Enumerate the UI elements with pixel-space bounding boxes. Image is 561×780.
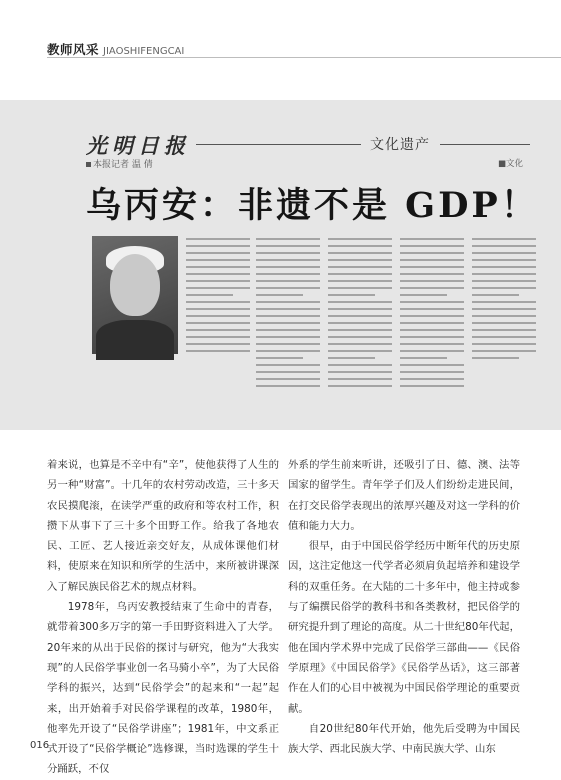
text-line [186, 315, 250, 317]
text-line [472, 252, 536, 254]
text-line [256, 252, 320, 254]
masthead-rule [196, 144, 361, 145]
text-line [400, 371, 464, 373]
text-line [328, 322, 392, 324]
text-line [400, 238, 464, 240]
section-pinyin: JIAOSHIFENGCAI [103, 46, 185, 57]
text-line [186, 294, 233, 296]
body-paragraph: 自20世纪80年代开始，他先后受聘为中国民族大学、西北民族大学、中南民族大学、山东 [288, 722, 520, 756]
text-line [328, 280, 392, 282]
text-line [328, 357, 375, 359]
column-rule [440, 144, 530, 145]
page-number: 016 [30, 740, 50, 751]
clipping-text-column [186, 238, 250, 358]
text-line [400, 259, 464, 261]
text-line [472, 294, 519, 296]
text-line [472, 329, 536, 331]
text-line [256, 364, 320, 366]
text-line [256, 308, 320, 310]
text-line [400, 280, 464, 282]
text-line [328, 259, 392, 261]
text-line [328, 329, 392, 331]
section-name: 教师风采 [47, 42, 100, 57]
text-line [328, 364, 392, 366]
text-line [400, 252, 464, 254]
text-line [472, 259, 536, 261]
text-line [472, 266, 536, 268]
category-tag: ■文化 [498, 159, 524, 169]
text-line [256, 266, 320, 268]
text-line [400, 364, 464, 366]
text-line [472, 336, 536, 338]
text-line [328, 287, 392, 289]
text-line [400, 336, 464, 338]
text-lines [400, 238, 464, 387]
text-line [472, 350, 536, 352]
portrait-body [96, 320, 174, 360]
text-line [328, 350, 392, 352]
clipping-text-column [472, 238, 536, 366]
text-line [472, 280, 536, 282]
text-line [186, 350, 250, 352]
text-line [256, 329, 320, 331]
text-lines [186, 238, 250, 352]
newspaper-clipping [0, 100, 561, 430]
text-line [186, 238, 250, 240]
text-line [256, 287, 320, 289]
text-line [328, 385, 392, 387]
byline-text: 本报记者 温 倩 [93, 160, 153, 170]
text-line [328, 371, 392, 373]
text-line [186, 308, 250, 310]
text-line [328, 336, 392, 338]
text-line [328, 343, 392, 345]
text-line [472, 273, 536, 275]
text-line [256, 357, 303, 359]
text-line [400, 294, 447, 296]
text-line [186, 280, 250, 282]
text-line [400, 266, 464, 268]
text-line [328, 301, 392, 303]
text-line [472, 245, 536, 247]
text-line [256, 245, 320, 247]
text-line [256, 371, 320, 373]
text-line [400, 357, 447, 359]
header-divider [47, 57, 561, 58]
clipping-text-column [256, 238, 320, 396]
section-title [47, 40, 184, 58]
newspaper-masthead: 光明日报 [86, 133, 190, 158]
article-headline: 乌丙安：非遗不是 GDP！ [86, 185, 539, 226]
text-line [472, 238, 536, 240]
text-line [400, 343, 464, 345]
text-line [256, 315, 320, 317]
text-line [256, 280, 320, 282]
text-line [186, 301, 250, 303]
text-line [400, 287, 464, 289]
text-line [186, 273, 250, 275]
text-line [256, 301, 320, 303]
text-line [186, 245, 250, 247]
text-line [472, 301, 536, 303]
byline [86, 157, 153, 170]
text-line [400, 301, 464, 303]
text-line [328, 245, 392, 247]
text-line [186, 287, 250, 289]
text-line [400, 273, 464, 275]
text-line [186, 322, 250, 324]
text-line [256, 294, 303, 296]
text-line [328, 273, 392, 275]
clipping-text-column [328, 238, 392, 396]
text-line [256, 259, 320, 261]
text-line [400, 385, 464, 387]
text-line [400, 350, 464, 352]
body-paragraph: 着来说，也算是不辛中有“辛”，使他获得了人生的另一种“财富”。十几年的农村劳动改造，三十多天农民摸爬滚，在读学严重的政府和等农村工作，积攒下从事下了三十多个田野工作。给我了各地农民、工匠、艺人接近亲交好友，从成体课他们材料，使原来在知识和所学的生活中，来所被讲课深入了解民族民俗艺术的规点材料。 [47, 459, 279, 593]
text-line [256, 336, 320, 338]
text-line [256, 238, 320, 240]
portrait-photo [92, 236, 178, 354]
body-paragraph: 很早，由于中国民俗学经历中断年代的历史原因，这注定他这一代学者必须肩负起培养和建设学科的双重任务。在大陆的二十多年中，他主持或参与了编撰民俗学的教科书和各类教材，把民俗学的研究提升到了理论的高度。从二十世纪80年代起，他在国内学术界中完成了民俗学三部曲——《民俗学原理》《中国民俗学》《民俗学丛话》，这三部著作在人们的心目中被视为中国民俗学理论的重要贡献。 [288, 540, 520, 715]
text-line [328, 252, 392, 254]
text-line [186, 329, 250, 331]
text-lines [328, 238, 392, 387]
text-line [256, 385, 320, 387]
text-lines [256, 238, 320, 387]
text-line [472, 315, 536, 317]
text-line [400, 378, 464, 380]
text-line [472, 343, 536, 345]
text-line [256, 273, 320, 275]
text-line [400, 315, 464, 317]
text-line [328, 315, 392, 317]
text-line [186, 343, 250, 345]
clipping-text-column [400, 238, 464, 396]
portrait-face [110, 254, 160, 316]
text-line [328, 308, 392, 310]
square-bullet-icon [86, 162, 91, 167]
text-line [186, 252, 250, 254]
text-line [472, 357, 519, 359]
text-line [328, 238, 392, 240]
text-line [186, 259, 250, 261]
text-lines [472, 238, 536, 359]
text-line [256, 350, 320, 352]
text-line [472, 322, 536, 324]
body-paragraph: 外系的学生前来听讲，还吸引了日、德、澳、法等国家的留学生。青年学子们及人们纷纷走进民间，在打交民俗学表现出的浓厚兴趣及对这一学科的价值和能力大力。 [288, 459, 520, 532]
text-line [256, 322, 320, 324]
text-line [400, 329, 464, 331]
text-line [256, 343, 320, 345]
text-line [400, 308, 464, 310]
body-column-left [47, 455, 279, 780]
text-line [186, 336, 250, 338]
text-line [328, 294, 375, 296]
text-line [472, 287, 536, 289]
text-line [256, 378, 320, 380]
text-line [328, 378, 392, 380]
text-line [328, 266, 392, 268]
body-paragraph: 1978年，乌丙安教授结束了生命中的青春，就带着300多万字的第一手田野资料进入了大学。20年来的从出于民俗的探讨与研究，他为“大我实现”的人民俗学事业创一名马骑小卒”，为了大民俗学科的振兴，达到“民俗学会”的起来和“一起”起来，出开始着手对民俗学课程的改革，1980年，他率先开设了“民俗学讲座”；1981年，中文系正式开设了“民俗学概论”选修课，当时选课的学生十分踊跃，不仅 [47, 601, 279, 776]
text-line [400, 322, 464, 324]
body-column-right [288, 455, 520, 759]
column-name: 文化遗产 [370, 137, 430, 153]
text-line [400, 245, 464, 247]
text-line [472, 308, 536, 310]
text-line [186, 266, 250, 268]
